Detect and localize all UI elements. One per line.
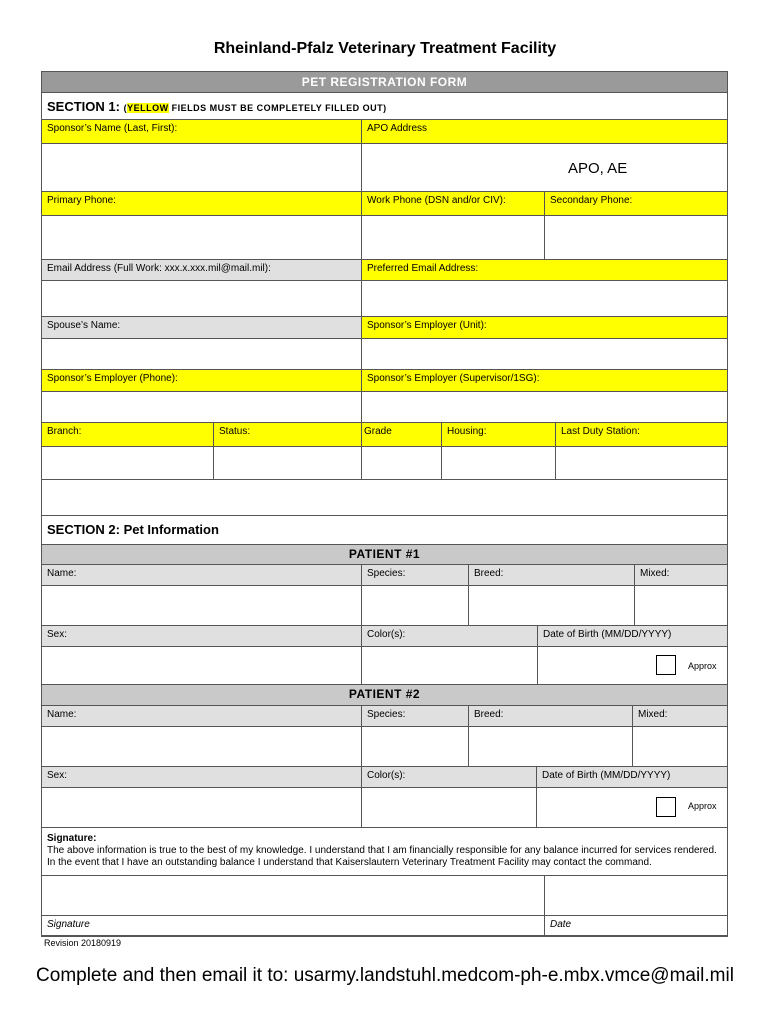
signature-caption: Signature <box>42 916 545 936</box>
patient-1-header: PATIENT #1 <box>42 545 728 565</box>
patient-2-sex-label: Sex: <box>42 767 362 788</box>
patient-1-approx-label: Approx <box>688 661 717 671</box>
section-1-heading <box>42 93 728 120</box>
patient-1-mixed-label: Mixed: <box>635 565 728 586</box>
signature-statement-block <box>42 828 728 876</box>
patient-2-name-label: Name: <box>42 706 362 727</box>
secondary-phone-label: Secondary Phone: <box>545 192 728 216</box>
work-phone-label: Work Phone (DSN and/or CIV): <box>362 192 545 216</box>
blank-row <box>42 480 728 516</box>
patient-2-colors-field[interactable] <box>362 788 537 828</box>
patient-2-sex-field[interactable] <box>42 788 362 828</box>
patient-1-approx-checkbox[interactable] <box>656 655 676 675</box>
section-1-label: SECTION 1: <box>47 99 120 114</box>
date-caption: Date <box>545 916 728 936</box>
patient-2-breed-label: Breed: <box>469 706 633 727</box>
patient-2-mixed-label: Mixed: <box>633 706 728 727</box>
last-duty-station-label: Last Duty Station: <box>556 423 728 447</box>
patient-1-sex-label: Sex: <box>42 626 362 647</box>
revision-label: Revision 20180919 <box>44 938 122 948</box>
patient-2-dob-field[interactable] <box>537 788 728 828</box>
section-1-note: FIELDS MUST BE COMPLETELY FILLED OUT) <box>168 103 387 113</box>
branch-field[interactable] <box>42 447 214 480</box>
patient-2-name-field[interactable] <box>42 727 362 767</box>
signature-heading: Signature: <box>47 833 97 844</box>
patient-2-approx-checkbox[interactable] <box>656 797 676 817</box>
section-1-note-open: ( <box>123 103 128 113</box>
patient-2-species-field[interactable] <box>362 727 469 767</box>
patient-2-breed-field[interactable] <box>469 727 633 767</box>
patient-2-header: PATIENT #2 <box>42 685 728 706</box>
employer-unit-label: Sponsor’s Employer (Unit): <box>362 317 728 339</box>
sponsor-name-field[interactable] <box>42 144 362 192</box>
spouse-name-field[interactable] <box>42 339 362 370</box>
employer-phone-field[interactable] <box>42 392 362 423</box>
patient-1-colors-label: Color(s): <box>362 626 538 647</box>
secondary-phone-field[interactable] <box>545 216 728 260</box>
employer-unit-field[interactable] <box>362 339 728 370</box>
status-label: Status: <box>214 423 362 447</box>
apo-address-label: APO Address <box>362 120 728 144</box>
last-duty-station-field[interactable] <box>556 447 728 480</box>
housing-label: Housing: <box>442 423 556 447</box>
housing-field[interactable] <box>442 447 556 480</box>
preferred-email-field[interactable] <box>362 281 728 317</box>
section-1-note-yellow: YELLOW <box>127 103 169 113</box>
form-title: Rheinland-Pfalz Veterinary Treatment Facility <box>213 40 557 57</box>
primary-phone-label: Primary Phone: <box>42 192 362 216</box>
patient-1-breed-field[interactable] <box>469 586 635 626</box>
employer-supervisor-field[interactable] <box>362 392 728 423</box>
work-phone-field[interactable] <box>362 216 545 260</box>
section-2-heading: SECTION 2: Pet Information <box>42 516 728 545</box>
signature-field[interactable] <box>42 876 545 916</box>
patient-1-species-field[interactable] <box>362 586 469 626</box>
employer-phone-label: Sponsor’s Employer (Phone): <box>42 370 362 392</box>
employer-supervisor-label: Sponsor’s Employer (Supervisor/1SG): <box>362 370 728 392</box>
footer-instruction: Complete and then email it to: usarmy.landstuhl.medcom-ph-e.mbx.vmce@mail.mil <box>36 965 734 986</box>
patient-1-dob-field[interactable] <box>538 647 728 685</box>
patient-1-name-field[interactable] <box>42 586 362 626</box>
patient-1-dob-label: Date of Birth (MM/DD/YYYY) <box>538 626 728 647</box>
patient-1-colors-field[interactable] <box>362 647 538 685</box>
apo-value: APO, AE <box>568 160 628 177</box>
apo-address-field[interactable] <box>362 144 728 192</box>
date-field[interactable] <box>545 876 728 916</box>
patient-2-approx-label: Approx <box>688 801 717 811</box>
email-address-field[interactable] <box>42 281 362 317</box>
patient-2-mixed-field[interactable] <box>633 727 728 767</box>
patient-2-species-label: Species: <box>362 706 469 727</box>
preferred-email-label: Preferred Email Address: <box>362 260 728 281</box>
status-field[interactable] <box>214 447 362 480</box>
email-address-label: Email Address (Full Work: xxx.x.xxx.mil@mail.mil): <box>42 260 362 281</box>
sponsor-name-label: Sponsor’s Name (Last, First): <box>42 120 362 144</box>
registration-form <box>41 71 728 937</box>
patient-1-sex-field[interactable] <box>42 647 362 685</box>
patient-1-name-label: Name: <box>42 565 362 586</box>
signature-statement: The above information is true to the best of my knowledge. I understand that I am financially responsible for any balance incurred for services rendered. In the event that I have an outstanding balance I understand that Kaiserslautern Veterinary Treatment Facility may contact the command. <box>47 845 717 868</box>
patient-1-mixed-field[interactable] <box>635 586 728 626</box>
branch-label: Branch: <box>42 423 214 447</box>
patient-2-dob-label: Date of Birth (MM/DD/YYYY) <box>537 767 728 788</box>
patient-1-breed-label: Breed: <box>469 565 635 586</box>
grade-label: Grade <box>362 423 442 447</box>
spouse-name-label: Spouse’s Name: <box>42 317 362 339</box>
grade-field[interactable] <box>362 447 442 480</box>
form-header: PET REGISTRATION FORM <box>42 72 728 93</box>
primary-phone-field[interactable] <box>42 216 362 260</box>
patient-1-species-label: Species: <box>362 565 469 586</box>
patient-2-colors-label: Color(s): <box>362 767 537 788</box>
